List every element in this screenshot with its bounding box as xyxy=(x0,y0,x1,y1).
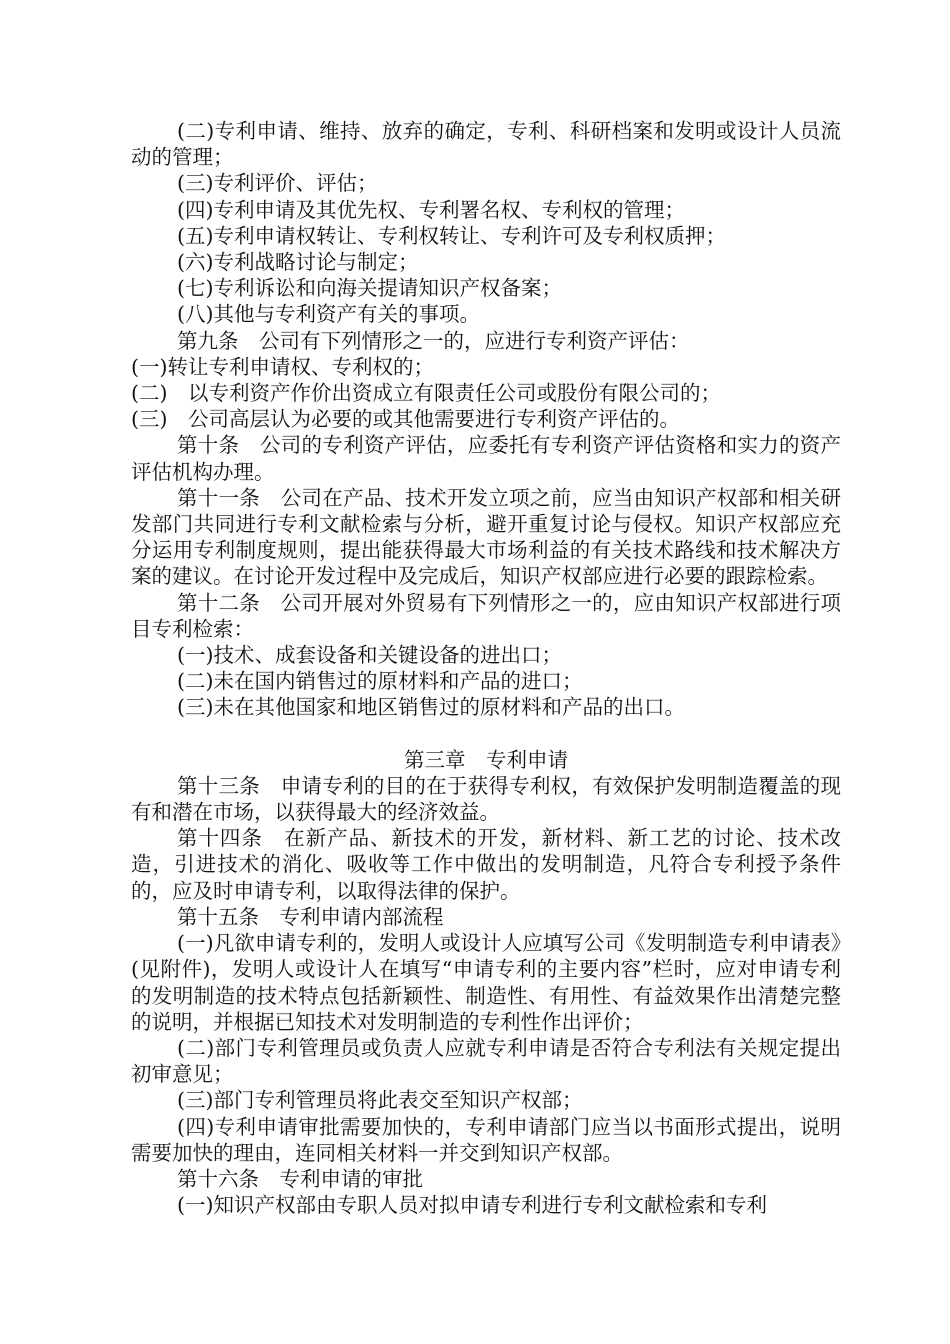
paragraph: (一)技术、成套设备和关键设备的进出口； xyxy=(177,643,562,668)
paragraph: (三)专利评价、评估； xyxy=(177,171,378,196)
paragraph: (三)未在其他国家和地区销售过的原材料和产品的出口。 xyxy=(177,695,685,720)
paragraph: (二) 以专利资产作价出资成立有限责任公司或股份有限公司的； xyxy=(131,381,721,406)
paragraph: (七)专利诉讼和向海关提请知识产权备案； xyxy=(177,276,562,301)
section-before xyxy=(131,118,841,721)
paragraph: (二)未在国内销售过的原材料和产品的进口； xyxy=(177,669,583,694)
paragraph: (五)专利申请权转让、专利权转让、专利许可及专利权质押； xyxy=(177,223,726,248)
paragraph: 第十五条 专利申请内部流程 xyxy=(177,904,444,929)
paragraph: 第九条 公司有下列情形之一的，应进行专利资产评估： xyxy=(177,328,690,353)
paragraph: 第十条 公司的专利资产评估，应委托有专利资产评估资格和实力的资产评估机构办理。 xyxy=(131,433,841,484)
paragraph: (三)部门专利管理员将此表交至知识产权部； xyxy=(177,1088,583,1113)
paragraph: 第十六条 专利申请的审批 xyxy=(177,1166,423,1191)
paragraph: (八)其他与专利资产有关的事项。 xyxy=(177,302,480,327)
document-page xyxy=(131,118,841,1218)
paragraph: (一)凡欲申请专利的，发明人或设计人应填写公司《发明制造专利申请表》(见附件)，发明人或设计人在填写“申请专利的主要内容”栏时，应对申请专利的发明制造的技术特点包括新颖性、制造性、有用性、有益效果作出清楚完整的说明，并根据已知技术对发明制造的专利性作出评价； xyxy=(131,931,841,1034)
section-after xyxy=(131,773,841,1218)
paragraph: (四)专利申请及其优先权、专利署名权、专利权的管理； xyxy=(177,197,685,222)
paragraph: (三) 公司高层认为必要的或其他需要进行专利资产评估的。 xyxy=(131,407,680,432)
paragraph: 第十三条 申请专利的目的在于获得专利权，有效保护发明制造覆盖的现有和潜在市场，以获得最大的经济效益。 xyxy=(131,773,841,825)
paragraph: (四)专利申请审批需要加快的，专利申请部门应当以书面形式提出，说明需要加快的理由，连同相关材料一并交到知识产权部。 xyxy=(131,1114,841,1165)
paragraph: (二)专利申请、维持、放弃的确定，专利、科研档案和发明或设计人员流动的管理； xyxy=(131,119,841,170)
paragraph: (二)部门专利管理员或负责人应就专利申请是否符合专利法有关规定提出初审意见； xyxy=(131,1035,841,1087)
paragraph: 第十二条 公司开展对外贸易有下列情形之一的，应由知识产权部进行项目专利检索： xyxy=(131,590,841,641)
chapter-heading: 第三章 专利申请 xyxy=(404,747,568,772)
paragraph: (六)专利战略讨论与制定； xyxy=(177,250,419,275)
paragraph: (一)知识产权部由专职人员对拟申请专利进行专利文献检索和专利 xyxy=(177,1193,767,1218)
paragraph: 第十四条 在新产品、新技术的开发，新材料、新工艺的讨论、技术改造，引进技术的消化、吸收等工作中做出的发明制造，凡符合专利授予条件的，应及时申请专利，以取得法律的保护。 xyxy=(131,826,841,903)
paragraph: 第十一条 公司在产品、技术开发立项之前，应当由知识产权部和相关研发部门共同进行专利文献检索与分析，避开重复讨论与侵权。知识产权部应充分运用专利制度规则，提出能获得最大市场利益的有关技术路线和技术解决方案的建议。在讨论开发过程中及完成后，知识产权部应进行必要的跟踪检索。 xyxy=(131,485,841,589)
paragraph: (一)转让专利申请权、专利权的； xyxy=(131,354,434,379)
